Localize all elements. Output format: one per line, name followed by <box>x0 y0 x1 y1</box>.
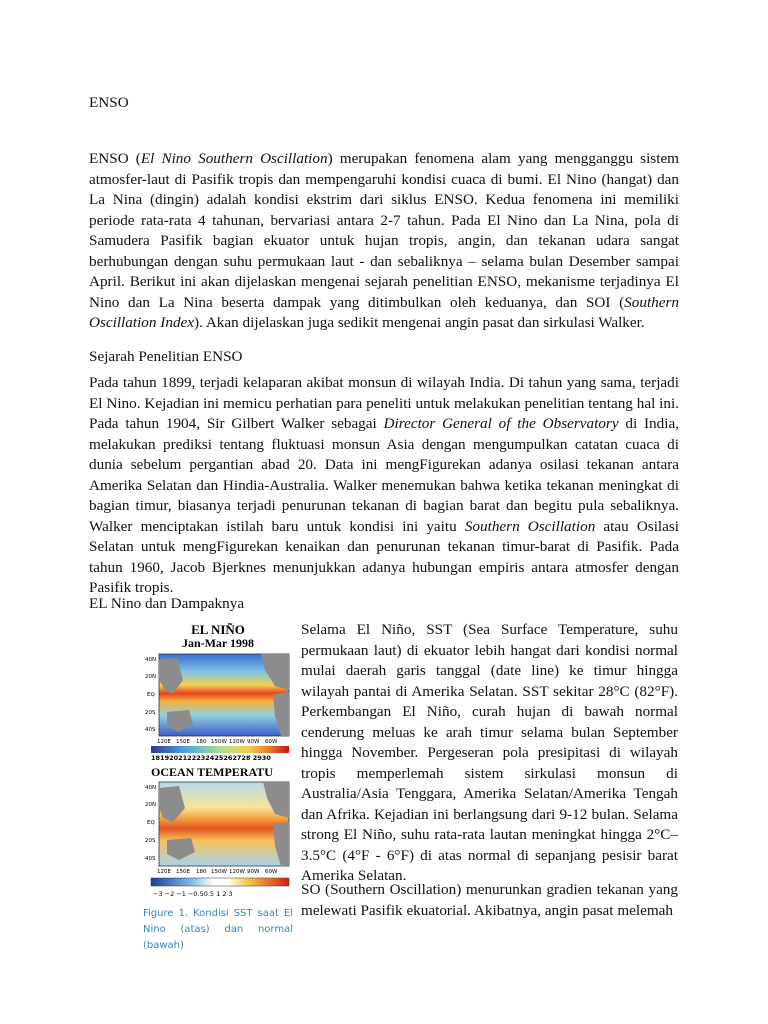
bottom-lon-label: 150W <box>211 869 227 875</box>
so-paragraph: SO (Southern Oscillation) menurunkan gradien tekanan yang melewati Pasifik ekuatorial. Akibatnya, angin pasat melemah <box>301 881 678 919</box>
top-lon-label: 180 <box>196 739 207 745</box>
sst-figure <box>143 620 384 951</box>
top-lon-label: 150W <box>211 739 227 745</box>
bottom-lat-label: 20S <box>145 838 156 844</box>
intro-paragraph: ENSO (El Nino Southern Oscillation) merupakan fenomena alam yang mengganggu sistem atmosfer-laut di Pasifik tropis dan mempengaruhi kondisi cuaca di bumi. El Nino (hangat) dan La Nina (dingin) adalah kondisi ekstrim dari siklus ENSO. Kedua fenomena ini memiliki periode rata-rata 4 tahunan, bervariasi antara 2-7 tahun. Pada El Nino dan La Nina, pola di Samudera Pasifik bagian ekuator untuk hujan tropis, angin, dan tekanan udara sangat berhubungan dengan suhu permukaan laut - dan sebaliknya – selama bulan Desember sampai April. Berikut ini akan dijelaskan mengenai sejarah penelitian ENSO, mekanisme terjadinya El Nino dan La Nina beserta dampak yang ditimbulkan oleh keduanya, dan SOI (Southern Oscillation Index). Akan dijelaskan juga sedikit mengenai angin pasat dan sirkulasi Walker. <box>89 150 679 331</box>
top-lon-label: 150E <box>176 739 190 745</box>
top-lat-label: 40S <box>145 727 156 733</box>
top-lat-label: 20S <box>145 710 156 716</box>
elnino-heading: EL Nino dan Dampaknya <box>89 595 245 612</box>
bottom-scale-labels: −3 −2 −1 −0.50.5 1 2 3 <box>153 890 233 898</box>
figure-caption: Figure 1. Kondisi SST saat El Nino (atas) dan normal (bawah) <box>143 908 293 951</box>
bottom-lon-label: 60W <box>265 869 278 875</box>
bottom-lon-label: 90W <box>247 869 260 875</box>
bottom-lon-label: 150E <box>176 869 190 875</box>
top-map-subtitle: Jan-Mar 1998 <box>181 636 255 650</box>
top-lon-label: 120W <box>229 739 245 745</box>
bottom-lat-label: 40S <box>145 856 156 862</box>
document-title: ENSO <box>89 94 129 111</box>
bottom-map-title: OCEAN TEMPERATU <box>151 765 273 779</box>
history-paragraph: Pada tahun 1899, terjadi kelaparan akibat monsun di wilayah India. Di tahun yang sama, terjadi El Nino. Kejadian ini memicu perhatian para peneliti untuk melakukan penelitian tentang hal ini. Pada tahun 1904, Sir Gilbert Walker sebagai Director General of the Observatory di India, melakukan prediksi tentang fluktuasi monsun Asia dengan mengumpulkan catatan cuaca di dunia sebelum pergantian abad 20. Data ini mengFigurekan adanya osilasi tekanan antara Amerika Selatan dan Hindia-Australia. Walker menemukan bahwa ketika tekanan meningkat di bagian timur, biasanya terjadi penurunan tekanan di bagian barat dan begitu pula sebaliknya. Walker menciptakan istilah baru untuk kondisi ini yaitu Southern Oscillation atau Osilasi Selatan untuk mengFigurekan kenaikan dan penurunan tekanan timur-barat di Pasifik. Pada tahun 1960, Jacob Bjerknes menunjukkan adanya hubungan empiris antara atmosfer dengan Pasifik tropis. <box>89 374 680 596</box>
bottom-lat-label: EQ <box>147 820 155 826</box>
bottom-lon-label: 180 <box>196 869 207 875</box>
top-scale-labels: 1819202122232425262728 2930 <box>151 754 271 762</box>
bottom-lat-label: 20N <box>145 802 157 808</box>
bottom-lon-label: 120E <box>157 869 171 875</box>
bottom-color-scale <box>151 878 289 886</box>
history-heading: Sejarah Penelitian ENSO <box>89 348 243 365</box>
bottom-lon-label: 120W <box>229 869 245 875</box>
sst-maps-image <box>143 620 293 905</box>
top-lat-label: 20N <box>145 674 157 680</box>
top-lon-label: 120E <box>157 739 171 745</box>
top-lon-label: 60W <box>265 739 278 745</box>
top-lon-label: 90W <box>247 739 260 745</box>
top-color-scale <box>151 746 289 753</box>
elnino-paragraph: Selama El Niño, SST (Sea Surface Temperature, suhu permukaan laut) di ekuator lebih hangat dari kondisi normal mulai daerah garis tanggal (date line) ke timur hingga wilayah pantai di Amerika Selatan. SST sekitar 28°C (82°F). Perkembangan El Niño, curah hujan di bawah normal cenderung meluas ke arah timur selama bulan September hingga November. Pergeseran pola presipitasi di wilayah tropis memperlemah sistem sirkulasi monsun di Australia/Asia Tenggara, Amerika Selatan/Amerika Tengah dan Afrika. Kejadian ini berlangsung dari 9-12 bulan. Selama strong El Niño, suhu rata-rata lautan meningkat hingga 2°C–3.5°C (4°F - 6°F) di atas normal di sepanjang pesisir barat Amerika Selatan. <box>301 621 679 884</box>
top-lat-label: EQ <box>147 692 155 698</box>
bottom-lat-label: 40N <box>145 785 157 791</box>
top-lat-label: 40N <box>145 657 157 663</box>
top-map-title: EL NIÑO <box>191 622 245 637</box>
